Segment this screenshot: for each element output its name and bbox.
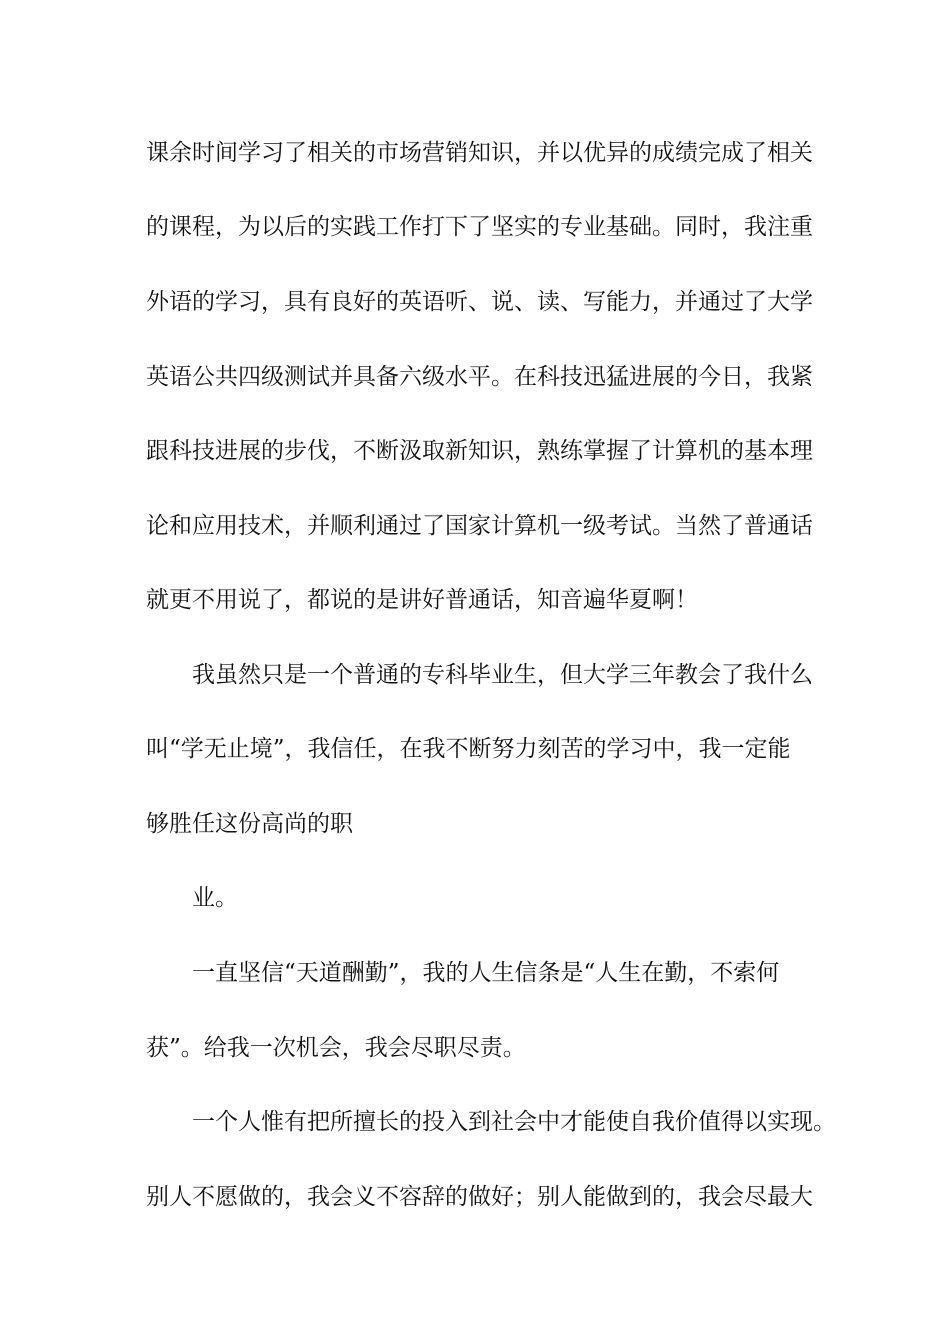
text-line: 业。 (192, 885, 238, 911)
text-line: 获”。给我一次机会，我会尽职尽责。 (146, 1035, 526, 1061)
text-line: 的课程，为以后的实践工作打下了坚实的专业基础。同时，我注重 (146, 214, 813, 240)
paragraph-first-line: 我虽然只是一个普通的专科毕业生，但大学三年教会了我什么 (192, 662, 813, 688)
text-line: 够胜任这份高尚的职 (146, 811, 353, 837)
text-line: 叫“学无止境”，我信任，在我不断努力刻苦的学习中，我一定能 (146, 736, 791, 762)
text-line: 别人不愿做的，我会义不容辞的做好；别人能做到的，我会尽最大 (146, 1184, 813, 1210)
text-line: 课余时间学习了相关的市场营销知识，并以优异的成绩完成了相关 (146, 140, 813, 166)
text-line: 英语公共四级测试并具备六级水平。在科技迅猛进展的今日，我紧 (146, 364, 813, 390)
text-line: 论和应用技术，并顺利通过了国家计算机一级考试。当然了普通话 (146, 513, 813, 539)
text-line: 就更不用说了，都说的是讲好普通话，知音遍华夏啊！ (146, 587, 698, 613)
paragraph-first-line: 一个人惟有把所擅长的投入到社会中才能使自我价值得以实现。 (192, 1109, 836, 1135)
text-line: 外语的学习，具有良好的英语听、说、读、写能力，并通过了大学 (146, 289, 813, 315)
text-line: 跟科技进展的步伐，不断汲取新知识，熟练掌握了计算机的基本理 (146, 438, 813, 464)
paragraph-first-line: 一直坚信“天道酬勤”，我的人生信条是“人生在勤，不索何 (192, 960, 780, 986)
